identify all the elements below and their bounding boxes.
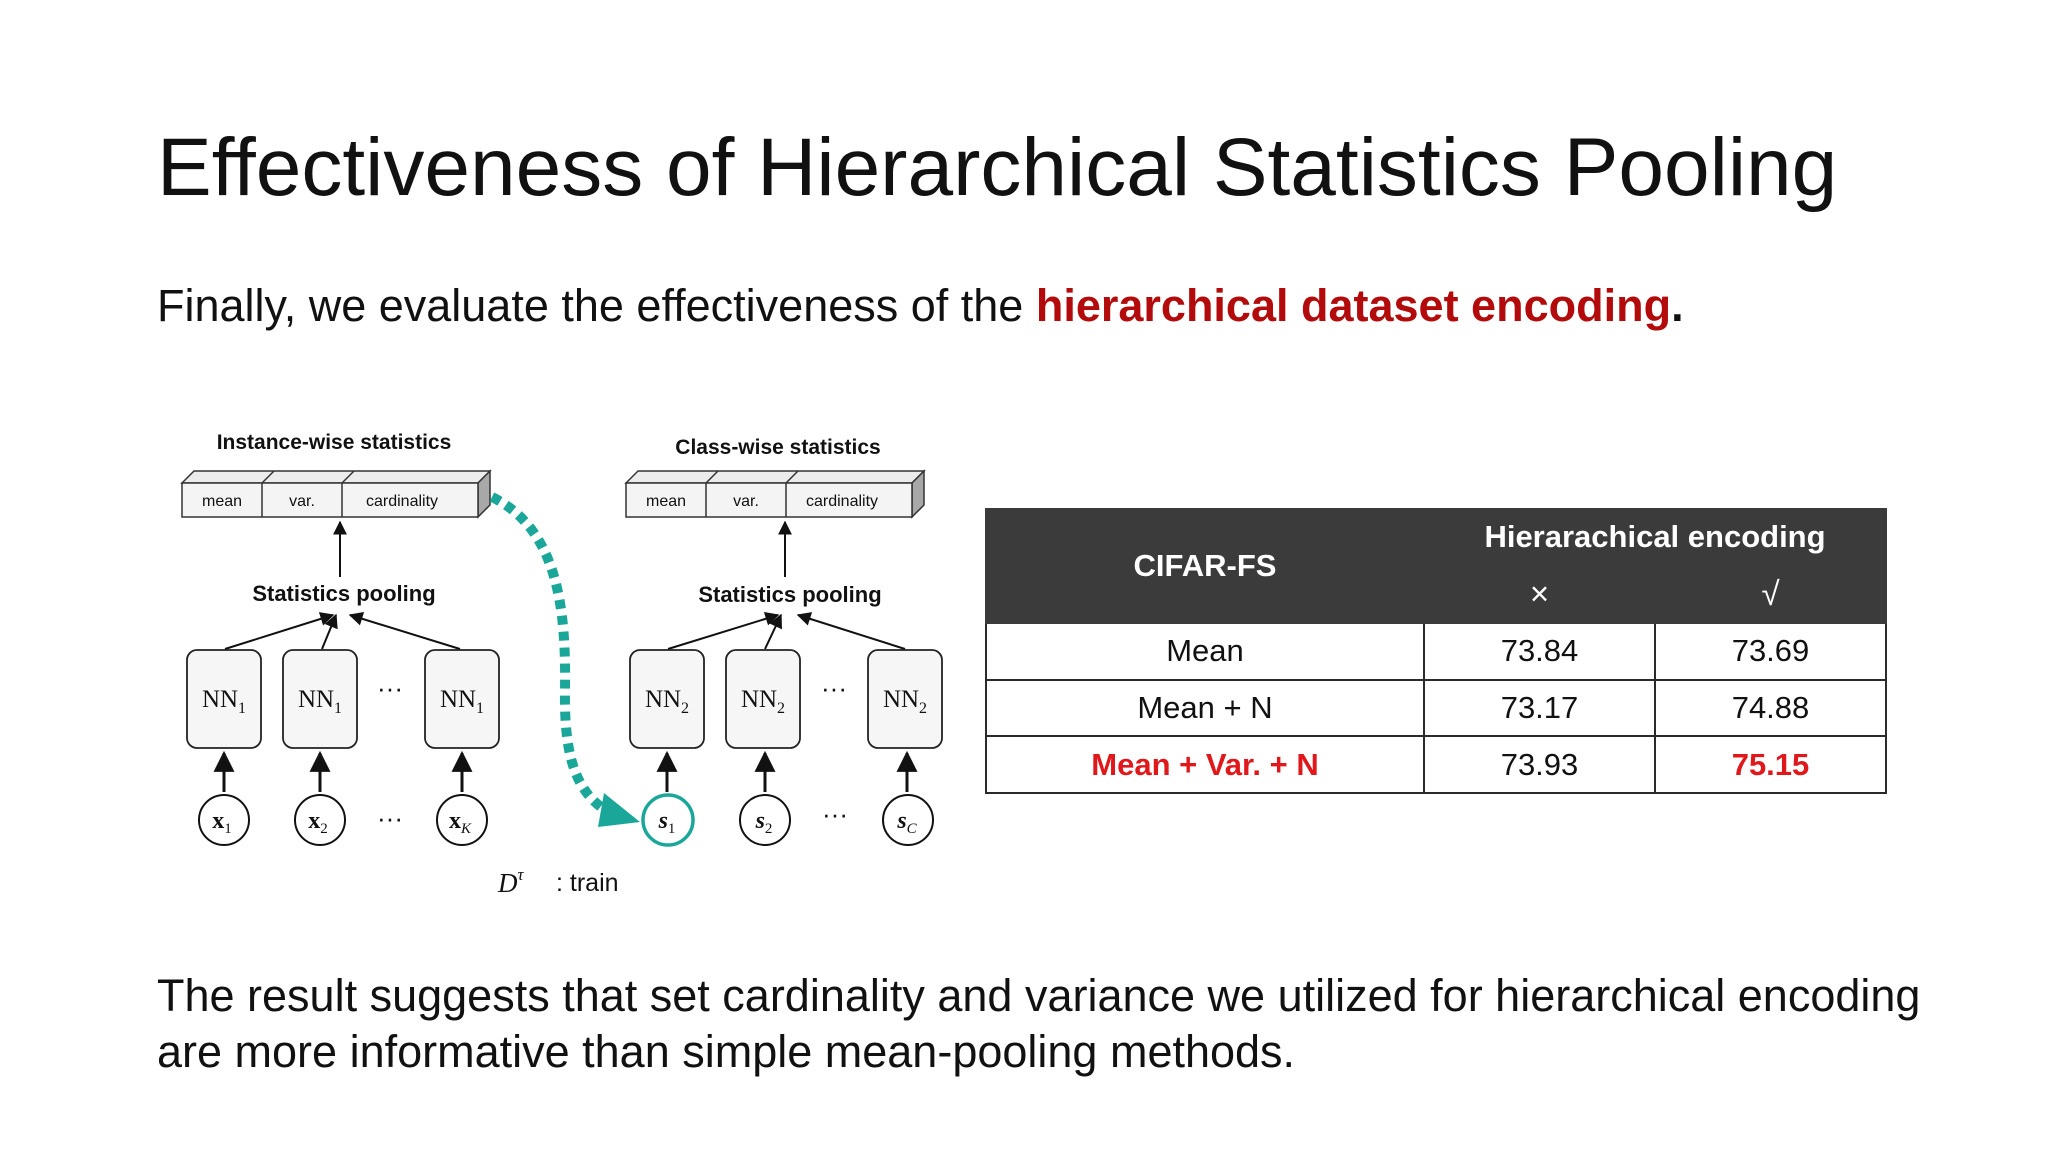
- input-subscript: 2: [320, 821, 328, 837]
- instance-input-1: [199, 795, 249, 845]
- class-nn-c: [868, 650, 942, 748]
- instance-cell-cardinality: cardinality: [365, 493, 439, 510]
- input-subscript: K: [460, 821, 472, 837]
- input-subscript: 1: [224, 821, 232, 837]
- nn-label: NN: [882, 686, 920, 713]
- input-label: x: [212, 808, 225, 834]
- intro-period: .: [1671, 280, 1684, 331]
- nn-label: NN: [740, 686, 778, 713]
- cell-with: 73.69: [1655, 623, 1886, 680]
- nn-subscript: 2: [919, 700, 928, 717]
- input-label: s: [897, 808, 907, 834]
- instance-input-k: [437, 795, 487, 845]
- instance-nn-k: [425, 650, 499, 748]
- input-label: s: [755, 808, 765, 834]
- instance-nn-1: [187, 650, 261, 748]
- intro-sentence: [157, 278, 1684, 334]
- class-pooling-label: Statistics pooling: [698, 582, 882, 607]
- table-row: [986, 680, 1886, 737]
- instance-pooling-label: Statistics pooling: [252, 581, 436, 606]
- class-nn-ellipsis: ···: [821, 673, 847, 703]
- class-fan-arrow-1: [668, 615, 778, 649]
- input-label: x: [448, 808, 461, 834]
- table-row: [986, 623, 1886, 680]
- cell-without: 73.84: [1424, 623, 1655, 680]
- instance-input-ellipsis: ···: [377, 803, 403, 833]
- results-table: [985, 508, 1887, 794]
- col-without-header: ×: [1424, 565, 1655, 623]
- row-label: Mean + N: [986, 680, 1424, 737]
- cell-without: 73.17: [1424, 680, 1655, 737]
- table-row-best: [986, 736, 1886, 793]
- dataset-symbol: D: [498, 868, 518, 898]
- hierarchical-pooling-diagram: [170, 425, 950, 915]
- intro-highlight: hierarchical dataset encoding: [1035, 280, 1672, 331]
- instance-nn-2: [283, 650, 357, 748]
- dataset-caption: [497, 865, 525, 898]
- instance-to-class-connector: [492, 497, 610, 813]
- instance-stats-box: [182, 471, 490, 517]
- class-cell-mean: mean: [645, 493, 687, 510]
- input-subscript: C: [906, 821, 917, 837]
- instance-cell-var: var.: [289, 493, 315, 510]
- input-subscript: 1: [667, 821, 676, 837]
- nn-subscript: 2: [681, 700, 690, 717]
- instance-fan-arrow-1: [225, 615, 333, 649]
- input-label: s: [658, 808, 668, 834]
- diagram-svg: [170, 425, 950, 915]
- class-stats-box: [626, 471, 924, 517]
- class-fan-arrow-2: [765, 615, 781, 649]
- intro-text: Finally, we evaluate the effectiveness of the: [157, 280, 1036, 331]
- class-input-2: [740, 795, 790, 845]
- class-heading: Class-wise statistics: [675, 436, 881, 459]
- class-fan-arrow-3: [798, 615, 905, 649]
- class-input-c: [883, 795, 933, 845]
- connector-arrowhead: [598, 793, 640, 827]
- instance-fan-arrow-2: [322, 615, 336, 649]
- row-label: Mean: [986, 623, 1424, 680]
- dataset-superscript: τ: [517, 865, 524, 884]
- class-nn-1: [630, 650, 704, 748]
- slide-title: Effectiveness of Hierarchical Statistics Pooling: [157, 122, 1838, 213]
- instance-cell-mean: mean: [201, 493, 243, 510]
- nn-subscript: 1: [334, 700, 343, 717]
- nn-label: NN: [644, 686, 682, 713]
- class-cell-var: var.: [733, 493, 759, 510]
- group-header: Hierarachical encoding: [1424, 509, 1886, 565]
- dataset-text: : train: [556, 869, 619, 897]
- class-nn-2: [726, 650, 800, 748]
- nn-subscript: 2: [777, 700, 786, 717]
- nn-subscript: 1: [476, 700, 485, 717]
- col-with-header: √: [1655, 565, 1886, 623]
- nn-label: NN: [201, 686, 239, 713]
- dataset-header: CIFAR-FS: [986, 509, 1424, 623]
- nn-subscript: 1: [238, 700, 247, 717]
- input-label: x: [308, 808, 321, 834]
- instance-heading: Instance-wise statistics: [216, 431, 452, 454]
- class-input-ellipsis: ···: [822, 799, 848, 829]
- class-cell-cardinality: cardinality: [805, 493, 879, 510]
- cell-with: 74.88: [1655, 680, 1886, 737]
- input-subscript: 2: [764, 821, 773, 837]
- nn-label: NN: [439, 686, 477, 713]
- cell-without: 73.93: [1424, 736, 1655, 793]
- class-input-1: [643, 795, 693, 845]
- row-label: Mean + Var. + N: [986, 736, 1424, 793]
- conclusion-text: The result suggests that set cardinality and variance we utilized for hierarchical encoding are more informative than simple mean-pooling methods.: [157, 970, 1921, 1077]
- nn-label: NN: [297, 686, 335, 713]
- instance-input-2: [295, 795, 345, 845]
- instance-fan-arrow-3: [350, 615, 460, 649]
- instance-nn-ellipsis: ···: [377, 673, 403, 703]
- cell-with-best: 75.15: [1655, 736, 1886, 793]
